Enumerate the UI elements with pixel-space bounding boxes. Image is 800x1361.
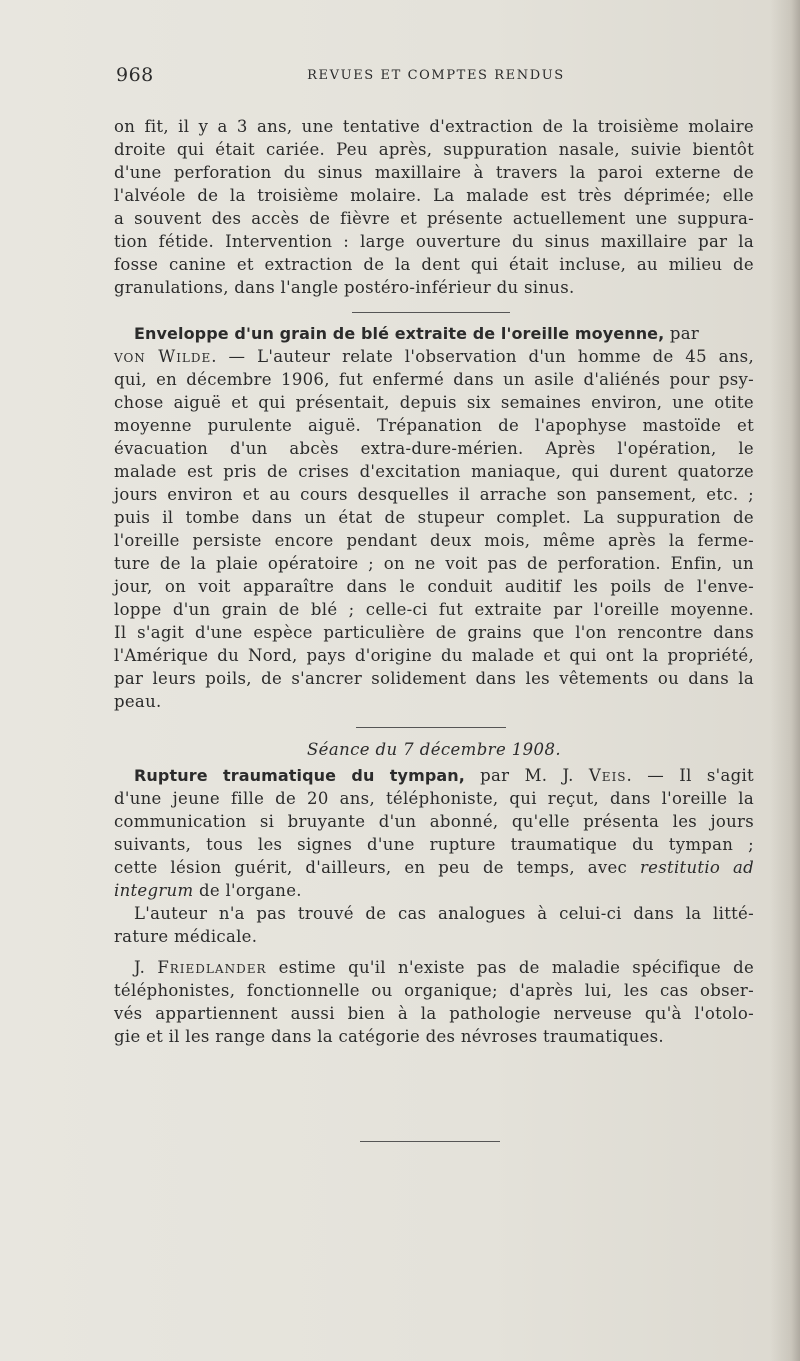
author-initials: M. J.	[524, 766, 574, 785]
text-line: par leurs poils, de s'ancrer solidement dans les vêtements ou dans la	[114, 669, 754, 688]
text-line: l'oreille persiste encore pendant deux mois, même après la ferme-	[114, 531, 754, 550]
article-title-line	[114, 764, 754, 787]
cited-author: Friedlander	[157, 958, 267, 977]
section-rule	[356, 727, 506, 728]
article-veis	[114, 764, 754, 1048]
text-line: moyenne purulente aiguë. Trépanation de l'apophyse mastoïde et	[114, 416, 754, 435]
text-fragment: cette lésion guérit, d'ailleurs, en peu de temps, avec	[114, 858, 628, 877]
running-title: REVUES ET COMPTES RENDUS	[307, 68, 565, 83]
text-line: téléphonistes, fonctionnelle ou organique; d'après lui, les cas obser-	[114, 981, 754, 1000]
session-heading: Séance du 7 décembre 1908.	[306, 740, 562, 759]
text-line: communication si bruyante d'un abonné, qu'elle présenta les jours	[114, 812, 754, 831]
text-line: jours environ et au cours desquelles il arrache son pansement, etc. ;	[114, 485, 754, 504]
text-line: malade est pris de crises d'excitation maniaque, qui durent quatorze	[114, 462, 754, 481]
text-line: L'auteur n'a pas trouvé de cas analogues à celui-ci dans la litté-	[134, 904, 754, 923]
text-line: rature médicale.	[114, 927, 258, 946]
text-fragment: . — L'auteur relate l'observation d'un homme de 45 ans,	[211, 347, 754, 366]
text-line: Il s'agit d'une espèce particulière de grains que l'on rencontre dans	[114, 623, 754, 642]
article-author: Veis	[588, 766, 627, 785]
article-title: Rupture traumatique du tympan,	[134, 766, 465, 785]
text-line: ture de la plaie opératoire ; on ne voit pas de perforation. Enfin, un	[114, 554, 754, 573]
text-line: puis il tombe dans un état de stupeur complet. La suppuration de	[114, 508, 754, 527]
latin-phrase: integrum	[114, 881, 194, 900]
text-line	[114, 345, 754, 368]
text-line: chose aiguë et qui présentait, depuis six semaines environ, une otite	[114, 393, 754, 412]
article-title: Enveloppe d'un grain de blé extraite de l'oreille moyenne,	[134, 324, 665, 343]
article-wilde	[114, 322, 754, 713]
text-line: tion fétide. Intervention : large ouverture du sinus maxillaire par la	[114, 232, 754, 251]
text-line: a souvent des accès de fièvre et présente actuellement une suppura-	[114, 209, 754, 228]
text-line: d'une perforation du sinus maxillaire à travers la paroi externe de	[114, 163, 754, 182]
latin-phrase: restitutio ad	[640, 858, 755, 877]
text-line: jour, on voit apparaître dans le conduit auditif les poils de l'enve-	[114, 577, 754, 596]
text-line	[114, 856, 754, 879]
article-by: par	[669, 324, 700, 343]
text-line	[114, 956, 754, 979]
text-line: d'une jeune fille de 20 ans, téléphoniste, qui reçut, dans l'oreille la	[114, 789, 754, 808]
page-edge-shadow	[770, 0, 800, 1361]
continuation-paragraph	[114, 115, 754, 299]
article-author: von Wilde	[114, 347, 212, 366]
text-line: on fit, il y a 3 ans, une tentative d'extraction de la troisième molaire	[114, 117, 754, 136]
text-line: l'alvéole de la troisième molaire. La malade est très déprimée; elle	[114, 186, 754, 205]
article-title-line	[114, 322, 754, 345]
end-rule	[360, 1141, 500, 1142]
author-initials: J.	[134, 958, 146, 977]
text-line	[114, 879, 754, 902]
page-number: 968	[116, 64, 154, 86]
text-fragment: . — Il s'agit	[626, 766, 754, 785]
text-line: droite qui était cariée. Peu après, suppuration nasale, suivie bientôt	[114, 140, 754, 159]
text-fragment: estime qu'il n'existe pas de maladie spécifique de	[278, 958, 755, 977]
text-line: vés appartiennent aussi bien à la pathologie nerveuse qu'à l'otolo-	[114, 1004, 754, 1023]
running-head	[116, 64, 756, 88]
text-line: fosse canine et extraction de la dent qui était incluse, au milieu de	[114, 255, 754, 274]
text-line: loppe d'un grain de blé ; celle-ci fut extraite par l'oreille moyenne.	[114, 600, 754, 619]
section-rule	[352, 312, 510, 313]
text-line: granulations, dans l'angle postéro-inférieur du sinus.	[114, 278, 575, 297]
article-by: par	[480, 766, 510, 785]
text-line: peau.	[114, 692, 162, 711]
text-line: suivants, tous les signes d'une rupture traumatique du tympan ;	[114, 835, 754, 854]
text-fragment: de l'organe.	[198, 881, 302, 900]
text-line: évacuation d'un abcès extra-dure-mérien. Après l'opération, le	[114, 439, 754, 458]
text-line: l'Amérique du Nord, pays d'origine du malade et qui ont la propriété,	[114, 646, 754, 665]
text-line: qui, en décembre 1906, fut enfermé dans un asile d'aliénés pour psy-	[114, 370, 754, 389]
text-line: gie et il les range dans la catégorie des névroses traumatiques.	[114, 1027, 664, 1046]
